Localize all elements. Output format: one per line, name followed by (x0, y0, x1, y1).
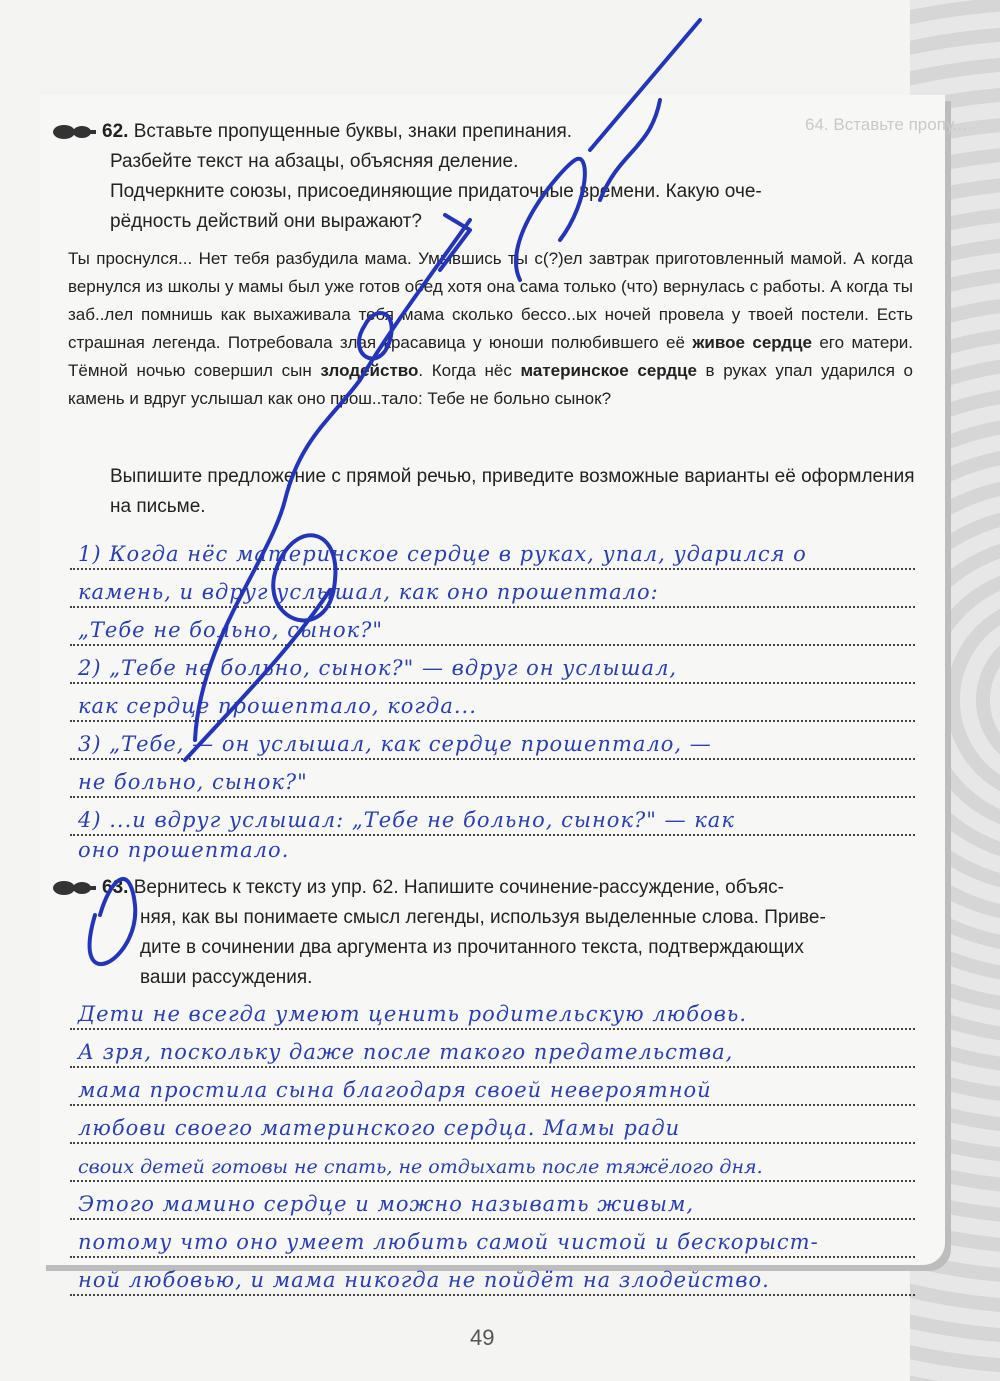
legend-part-d: в руках упал ударился о камень и вдруг услышал как оно прош..тало: Тебе не больно сынок? (68, 361, 913, 408)
essay-text: мама простила сына благодаря своей невероятной (78, 1078, 712, 1102)
ex63-instruction-4: ваши рассуждения. (140, 967, 313, 988)
essay-line (70, 1180, 915, 1220)
essay-line (70, 1028, 915, 1068)
ex63-instruction-1: Вернитесь к тексту из упр. 62. Напишите сочинение-рассуждение, объяс- (133, 877, 784, 898)
answer-text: „Тебе не больно, сынок?" (78, 618, 384, 642)
essay-line (70, 1256, 915, 1296)
answer-line (70, 530, 915, 570)
answer-line (70, 644, 915, 684)
answer-text: 4) ...и вдруг услышал: „Тебе не больно, сынок?" — как (78, 808, 735, 832)
key-word-mothers-heart: материнское сердце (520, 361, 697, 380)
ex62-number: 62. (102, 121, 129, 142)
answer-line (70, 826, 915, 864)
answer-line (70, 682, 915, 722)
answer-text: камень, и вдруг услышал, как оно прошептало: (78, 580, 659, 604)
essay-text: ной любовью, и мама никогда не пойдёт на злодейство. (78, 1268, 770, 1292)
legend-text (68, 245, 913, 413)
essay-text: Этого мамино сердце и можно называть живым, (78, 1192, 695, 1216)
exercise-marker-icon (52, 880, 96, 896)
bleed-through-text: 64. Вставьте пропу... (805, 115, 967, 134)
ex63-number: 63. (102, 877, 129, 898)
answer-text: 1) Когда нёс материнское сердце в руках, упал, ударился о (78, 542, 807, 566)
ex62-instruction-3: Подчеркните союзы, присоединяющие придаточные времени. Какую оче- (110, 181, 762, 202)
page-number: 49 (470, 1325, 495, 1350)
essay-line (70, 1104, 915, 1144)
ex62-subtask: Выпишите предложение с прямой речью, приведите возможные варианты её оформления на письме. (110, 466, 915, 517)
ex62-instruction-2: Разбейте текст на абзацы, объясняя деление. (110, 151, 519, 172)
answer-text: оно прошептало. (78, 838, 290, 862)
ex63-instruction-2: няя, как вы понимаете смысл легенды, используя выделенные слова. Приве- (140, 907, 826, 928)
ex62-instruction-1: Вставьте пропущенные буквы, знаки препинания. (133, 121, 573, 142)
ex63-instruction-3: дите в сочинении два аргумента из прочитанного текста, подтверждающих (140, 937, 804, 958)
essay-text: А зря, поскольку даже после такого предательства, (78, 1040, 734, 1064)
answer-line (70, 568, 915, 608)
legend-part-b: его матери. Тёмной ночью совершил сын (68, 333, 913, 380)
essay-text: Дети не всегда умеют ценить родительскую любовь. (78, 1002, 747, 1026)
answer-text: 2) „Тебе не больно, сынок?" — вдруг он услышал, (78, 656, 678, 680)
answer-text: не больно, сынок?" (78, 770, 308, 794)
essay-line (70, 1218, 915, 1258)
ex62-instruction-4: рёдность действий они выражают? (110, 211, 422, 232)
answer-text: как сердце прошептало, когда... (78, 694, 477, 718)
legend-part-a: Ты проснулся... Нет тебя разбудила мама. Умывшись ты с(?)ел завтрак приготовленный мамой. А когда вернулся из школы у мамы был уже готов обед хотя она сама только (что) вернулась с работы. А когда ты заб..лел помнишь как выхаживала тебя мама сколько бессо..ых ночей провела у твоей постели. Есть страшная легенда. Потребовала злая красавица у юноши полюбившего её (68, 249, 913, 352)
key-word-villainy: злодейство (320, 361, 419, 380)
key-word-living-heart: живое сердце (692, 333, 812, 352)
essay-line (70, 990, 915, 1030)
essay-text: потому что оно умеет любить самой чистой и бескорыст- (78, 1230, 819, 1254)
essay-line (70, 1066, 915, 1106)
essay-text: своих детей готовы не спать, не отдыхать после тяжёлого дня. (78, 1156, 763, 1178)
answer-line (70, 758, 915, 798)
legend-part-c: . Когда нёс (418, 361, 521, 380)
essay-text: любови своего материнского сердца. Мамы ради (78, 1116, 681, 1140)
answer-line (70, 606, 915, 646)
answer-text: 3) „Тебе, — он услышал, как сердце прошептало, — (78, 732, 712, 756)
ex63-heading (102, 873, 784, 903)
exercise-marker-icon (52, 124, 96, 140)
answer-line (70, 720, 915, 760)
ex62-heading (102, 117, 572, 147)
essay-line (70, 1142, 915, 1182)
